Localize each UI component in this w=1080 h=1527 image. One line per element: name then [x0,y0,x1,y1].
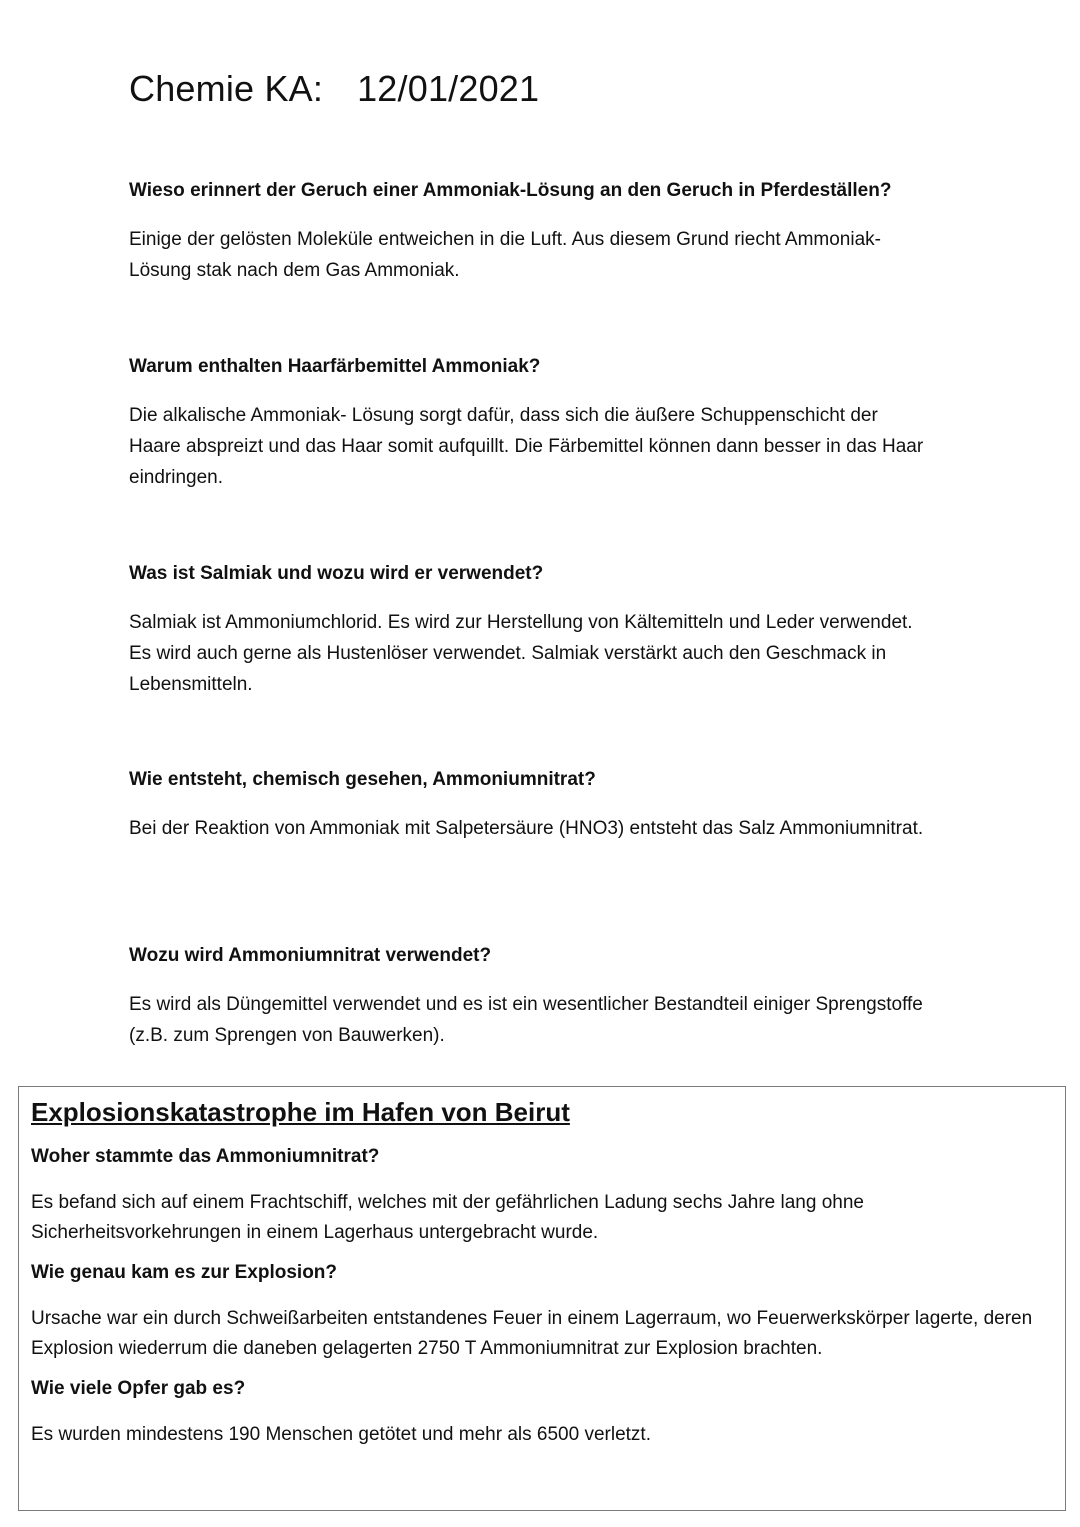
beirut-qa-herkunft [31,1144,1053,1248]
question: Wozu wird Ammoniumnitrat verwendet? [129,945,492,966]
beirut-heading: Explosionskatastrophe im Hafen von Beirut [31,1097,570,1127]
answer: Bei der Reaktion von Ammoniak mit Salpetersäure (HNO3) entsteht das Salz Ammoniumnitrat. [129,818,924,839]
answer: Es wird als Düngemittel verwendet und es ist ein wesentlicher Bestandteil einiger Sprengstoffe (z.B. zum Sprengen von Bauwerken). [129,994,923,1046]
question: Wie viele Opfer gab es? [31,1378,246,1399]
question: Warum enthalten Haarfärbemittel Ammoniak? [129,356,541,377]
question: Was ist Salmiak und wozu wird er verwendet? [129,563,544,584]
qa-block-verwendung [129,943,929,1051]
beirut-qa-ursache [31,1260,1053,1364]
title-subject: Chemie KA: [129,68,324,109]
page-title [129,68,539,110]
beirut-qa-opfer [31,1376,1053,1450]
question: Wie genau kam es zur Explosion? [31,1262,338,1283]
answer: Es befand sich auf einem Frachtschiff, welches mit der gefährlichen Ladung sechs Jahre lang ohne Sicherheitsvorkehrungen in einem Lagerhaus untergebracht wurde. [31,1192,864,1243]
answer: Ursache war ein durch Schweißarbeiten entstandenes Feuer in einem Lagerraum, wo Feuerwerkskörper lagerte, deren Explosion wiederrum die daneben gelagerten 2750 T Ammoniumnitrat zur Explosion brachten. [31,1308,1033,1359]
question: Wieso erinnert der Geruch einer Ammoniak-Lösung an den Geruch in Pferdeställen? [129,180,892,201]
qa-block-geruch [129,178,929,286]
beirut-section [18,1086,1066,1511]
qa-block-salmiak [129,561,929,700]
answer: Einige der gelösten Moleküle entweichen in die Luft. Aus diesem Grund riecht Ammoniak-Lösung stak nach dem Gas Ammoniak. [129,229,881,281]
question: Wie entsteht, chemisch gesehen, Ammoniumnitrat? [129,769,596,790]
answer: Salmiak ist Ammoniumchlorid. Es wird zur Herstellung von Kältemitteln und Leder verwendet. Es wird auch gerne als Hustenlöser verwendet. Salmiak verstärkt auch den Geschmack in Lebensmitteln. [129,612,913,695]
qa-block-entstehung [129,767,929,844]
qa-block-haarfaerbemittel [129,354,929,493]
answer: Die alkalische Ammoniak- Lösung sorgt dafür, dass sich die äußere Schuppenschicht der Haare abspreizt und das Haar somit aufquillt. Die Färbemittel können dann besser in das Haar eindringen. [129,405,924,488]
title-date: 12/01/2021 [357,68,540,109]
answer: Es wurden mindestens 190 Menschen getötet und mehr als 6500 verletzt. [31,1424,651,1445]
question: Woher stammte das Ammoniumnitrat? [31,1146,380,1167]
